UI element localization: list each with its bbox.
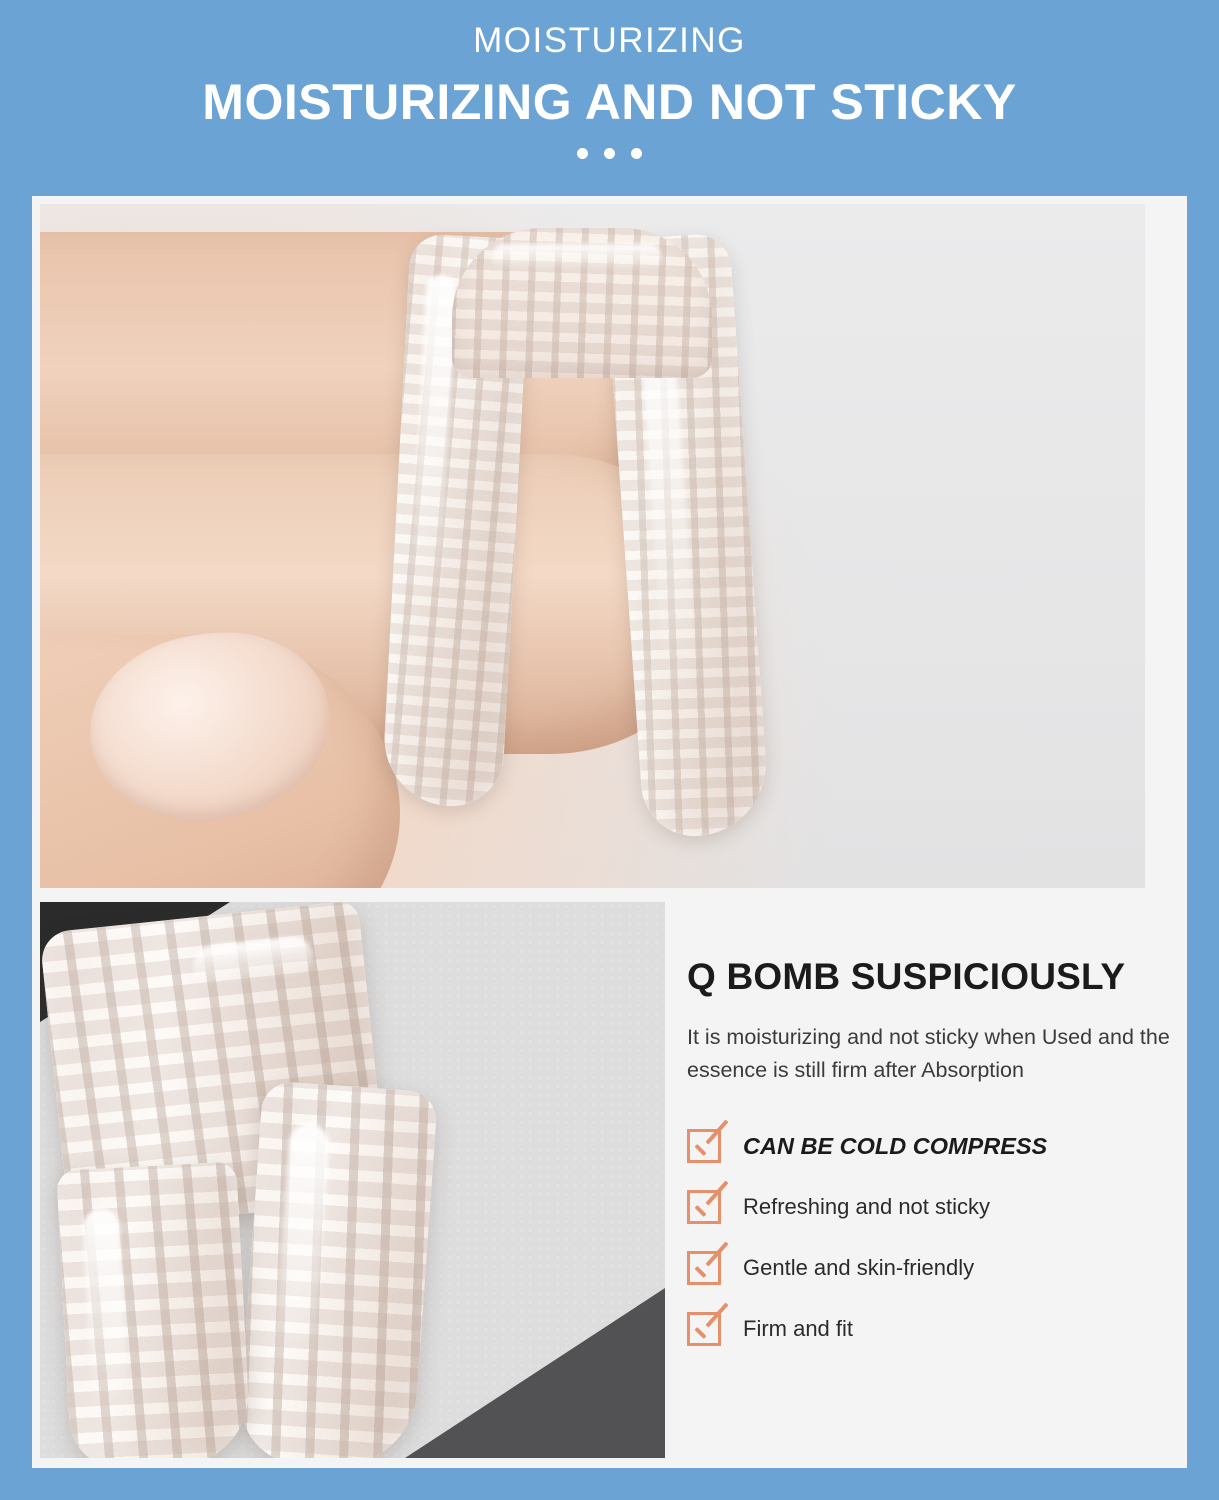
page-title: MOISTURIZING AND NOT STICKY <box>202 73 1017 130</box>
gel-patch <box>392 228 732 818</box>
feature-checklist <box>687 1129 1177 1346</box>
gel-texture <box>56 1161 251 1458</box>
gel-patch-left-arm <box>56 1161 251 1458</box>
gel-patch-right-arm <box>237 1080 438 1458</box>
checklist-item <box>687 1190 1177 1224</box>
decorative-dots <box>0 148 1219 159</box>
gloss-highlight <box>492 244 662 270</box>
feature-title: Q BOMB SUSPICIOUSLY <box>687 956 1126 997</box>
header-kicker: MOISTURIZING <box>473 21 746 60</box>
checkmark-icon <box>687 1251 721 1285</box>
content-panel <box>32 196 1187 1468</box>
skin-illustration <box>40 902 665 1458</box>
checklist-item <box>687 1251 1177 1285</box>
checklist-item-label: Firm and fit <box>743 1316 854 1342</box>
checklist-item <box>687 1312 1177 1346</box>
feature-description <box>687 956 1177 1346</box>
feature-description-text: It is moisturizing and not sticky when Used and the essence is still firm after Absorption <box>687 1024 1170 1082</box>
dot-icon <box>604 148 615 159</box>
checkmark-icon <box>687 1129 721 1163</box>
gel-patch <box>54 916 584 1456</box>
checklist-item-label: Refreshing and not sticky <box>743 1194 991 1220</box>
gel-texture <box>237 1080 438 1458</box>
gel-patch-bridge <box>452 228 712 378</box>
checklist-item <box>687 1129 1177 1163</box>
product-photo-on-skin <box>40 902 665 1458</box>
hand-illustration <box>40 204 1145 888</box>
checkmark-icon <box>687 1312 721 1346</box>
checklist-item-label: CAN BE COLD COMPRESS <box>743 1132 1048 1159</box>
checkmark-icon <box>687 1190 721 1224</box>
dot-icon <box>631 148 642 159</box>
product-photo-held-in-hand <box>40 204 1145 888</box>
promo-header <box>0 0 1219 159</box>
checklist-item-label: Gentle and skin-friendly <box>743 1255 975 1281</box>
dot-icon <box>577 148 588 159</box>
